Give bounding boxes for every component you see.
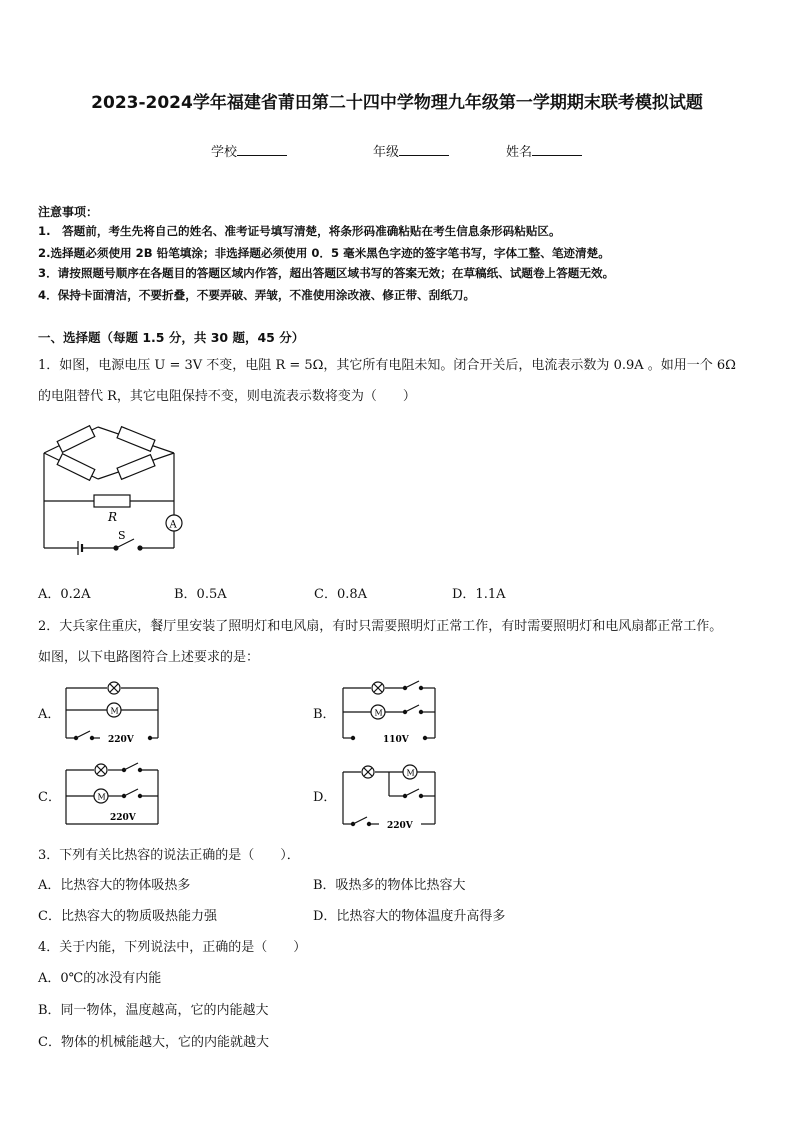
motor-label: M bbox=[110, 706, 119, 716]
grade-blank[interactable] bbox=[399, 142, 449, 156]
question-1-line-2: 的电阻替代 R，其它电阻保持不变，则电流表示数将变为（ ） bbox=[38, 389, 416, 404]
question-2-line-1: 2．大兵家住重庆，餐厅里安装了照明灯和电风扇，有时只需要照明灯正常工作，有时需要照明灯和电风扇都正常工作。 bbox=[38, 619, 723, 634]
q4-option-c[interactable]: C．物体的机械能越大，它的内能就越大 bbox=[38, 1035, 269, 1050]
resistor-r-label: R bbox=[108, 510, 118, 524]
section-heading: 一、选择题（每题 1.5 分，共 30 题，45 分） bbox=[38, 330, 305, 345]
q4-option-b[interactable]: B．同一物体，温度越高，它的内能越大 bbox=[38, 1003, 269, 1018]
q2-option-a-label[interactable]: A． bbox=[38, 707, 61, 722]
school-blank[interactable] bbox=[237, 142, 287, 156]
voltage-label: 220V bbox=[108, 735, 134, 745]
voltage-label: 220V bbox=[387, 821, 413, 831]
q2-option-c-label[interactable]: C． bbox=[38, 790, 61, 805]
school-label: 学校 bbox=[211, 145, 238, 160]
voltage-label: 220V bbox=[110, 813, 136, 823]
q3-option-c[interactable]: C．比热容大的物质吸热能力强 bbox=[38, 909, 217, 924]
name-blank[interactable] bbox=[532, 142, 582, 156]
q2-option-b-circuit[interactable] bbox=[337, 676, 445, 748]
q1-option-c[interactable]: C．0.8A bbox=[314, 587, 368, 602]
note-item: 3．请按照题号顺序在各题目的答题区域内作答，超出答题区域书写的答案无效；在草稿纸、试题卷上答题无效。 bbox=[38, 266, 615, 280]
school-field[interactable] bbox=[211, 141, 287, 160]
name-field[interactable] bbox=[506, 141, 582, 160]
q3-option-d[interactable]: D．比热容大的物体温度升高得多 bbox=[313, 909, 506, 924]
q1-option-a[interactable]: A．0.2A bbox=[38, 587, 91, 602]
q1-option-d[interactable]: D．1.1A bbox=[452, 587, 506, 602]
q2-option-d-circuit[interactable] bbox=[337, 760, 445, 832]
grade-label: 年级 bbox=[373, 145, 400, 160]
question-4-stem: 4．关于内能，下列说法中，正确的是（ ） bbox=[38, 940, 307, 955]
question-1-circuit-diagram bbox=[36, 415, 186, 555]
note-item: 2.选择题必须使用 2B 铅笔填涂；非选择题必须使用 0．5 毫米黑色字迹的签字笔书写，字体工整、笔迹清楚。 bbox=[38, 246, 610, 260]
q2-option-d-label[interactable]: D． bbox=[313, 790, 337, 805]
motor-label: M bbox=[97, 792, 106, 802]
motor-label: M bbox=[374, 708, 383, 718]
notes-heading: 注意事项： bbox=[38, 205, 99, 219]
note-item: 4．保持卡面清洁，不要折叠，不要弄破、弄皱，不准使用涂改液、修正带、刮纸刀。 bbox=[38, 288, 476, 302]
q4-option-a[interactable]: A．0℃的冰没有内能 bbox=[38, 971, 162, 986]
question-1-line-1: 1．如图，电源电压 U = 3V 不变，电阻 R = 5Ω，其它所有电阻未知。闭合开关后，电流表示数为 0.9A 。如用一个 6Ω bbox=[38, 358, 736, 373]
motor-label: M bbox=[406, 768, 415, 778]
q3-option-b[interactable]: B．吸热多的物体比热容大 bbox=[313, 878, 466, 893]
q2-option-c-circuit[interactable] bbox=[62, 760, 166, 832]
page-title: 2023-2024学年福建省莆田第二十四中学物理九年级第一学期期末联考模拟试题 bbox=[91, 93, 703, 113]
q1-option-b[interactable]: B．0.5A bbox=[174, 587, 227, 602]
voltage-label: 110V bbox=[383, 735, 409, 745]
q2-option-a-circuit[interactable] bbox=[62, 676, 166, 748]
q3-option-a[interactable]: A．比热容大的物体吸热多 bbox=[38, 878, 191, 893]
name-label: 姓名 bbox=[506, 145, 533, 160]
ammeter-label: A bbox=[169, 519, 177, 531]
question-2-line-2: 如图，以下电路图符合上述要求的是： bbox=[38, 650, 260, 665]
switch-label: S bbox=[118, 529, 126, 542]
note-item: 1. 答题前，考生先将自己的姓名、准考证号填写清楚，将条形码准确粘贴在考生信息条形码粘贴区。 bbox=[38, 224, 561, 238]
grade-field[interactable] bbox=[373, 141, 449, 160]
question-3-stem: 3．下列有关比热容的说法正确的是（ ）． bbox=[38, 848, 300, 863]
q2-option-b-label[interactable]: B． bbox=[313, 707, 336, 722]
